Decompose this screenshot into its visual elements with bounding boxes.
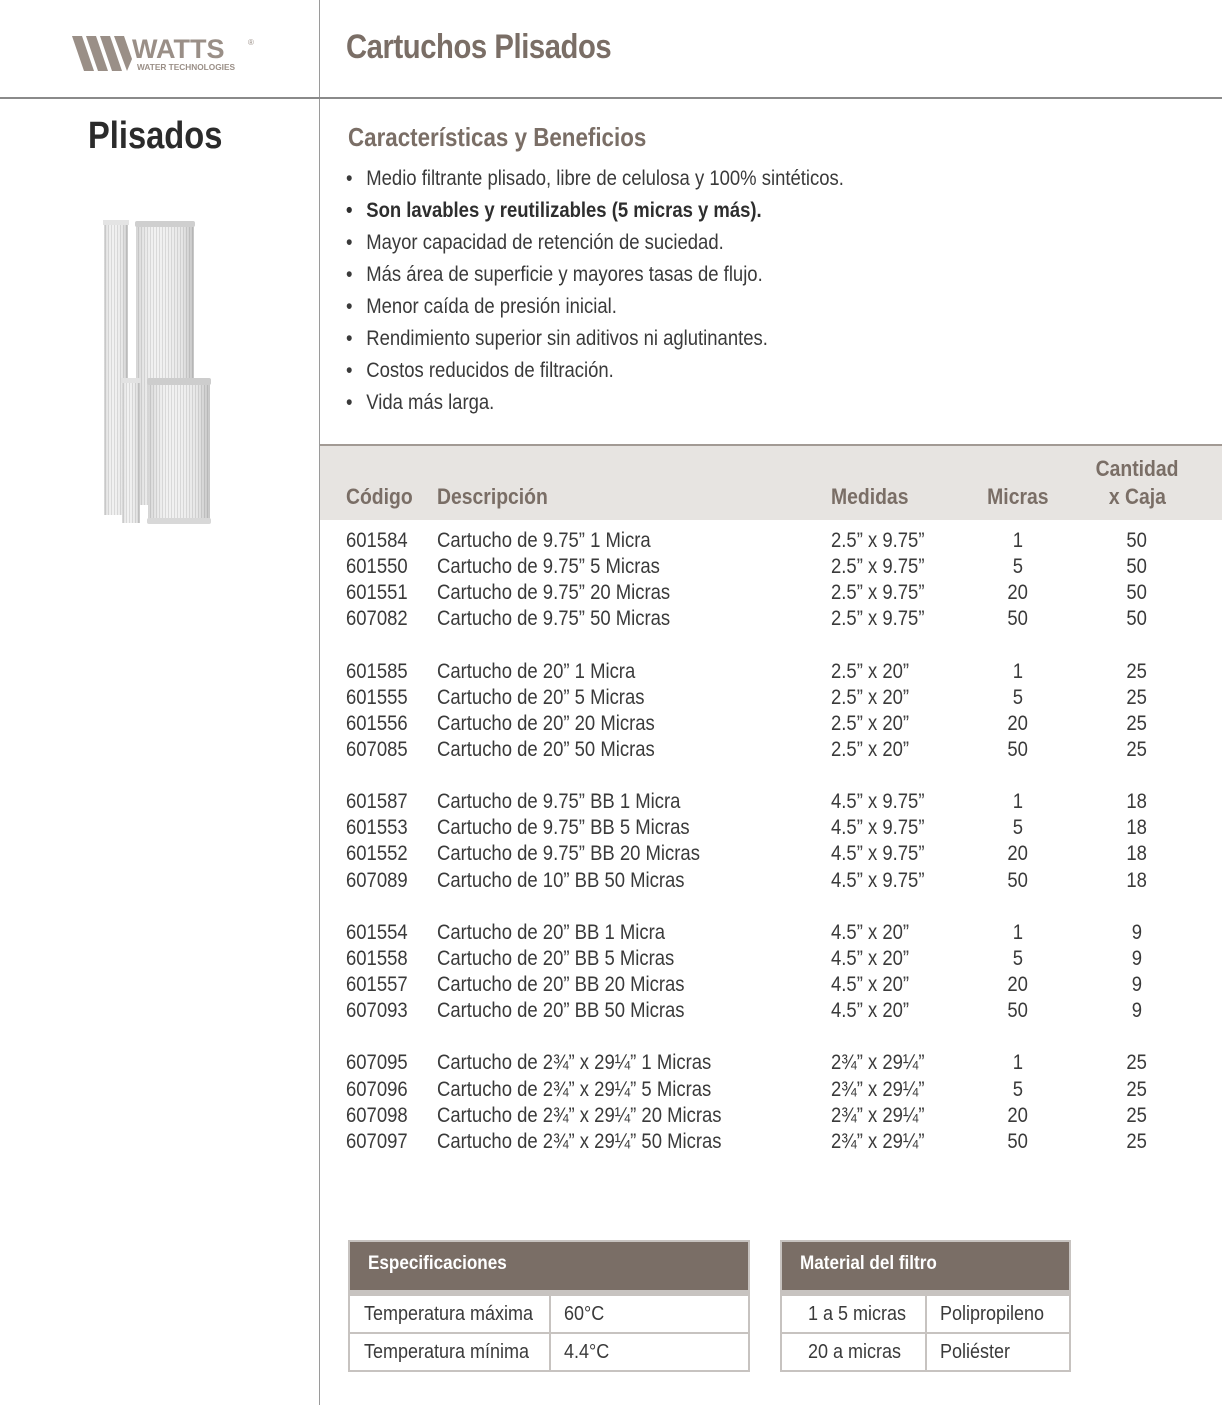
cell-qty: 25 xyxy=(1126,711,1148,735)
cell-microns: 5 xyxy=(1012,555,1024,579)
cell-microns: 50 xyxy=(1007,607,1029,631)
cell-description: Cartucho de 20” BB 20 Micras xyxy=(437,973,685,996)
cell-qty: 9 xyxy=(1131,920,1143,944)
table-row xyxy=(0,946,1222,972)
cell-qty: 25 xyxy=(1126,1051,1148,1075)
cell-microns: 1 xyxy=(1012,920,1024,944)
cell-description: Cartucho de 9.75” 1 Micra xyxy=(437,529,651,552)
spec-value: 60°C xyxy=(564,1303,605,1325)
cell-size: 4.5” x 20” xyxy=(831,920,910,944)
header-divider xyxy=(0,97,1222,99)
cell-description: Cartucho de 2¾” x 29¼” 20 Micras xyxy=(437,1103,722,1127)
cell-qty: 18 xyxy=(1126,868,1148,892)
cell-description: Cartucho de 20” 5 Micras xyxy=(437,685,645,709)
cell-code: 601585 xyxy=(346,659,408,683)
material-type: Poliéster xyxy=(940,1341,1011,1363)
cell-description: Cartucho de 2¾” x 29¼” 1 Micras xyxy=(437,1051,712,1075)
cell-size: 4.5” x 20” xyxy=(831,973,910,996)
table-row xyxy=(0,815,1222,841)
brand-tagline: WATER TECHNOLOGIES xyxy=(137,62,236,72)
cell-microns: 50 xyxy=(1007,1129,1029,1153)
cell-qty: 9 xyxy=(1131,946,1143,970)
cell-description: Cartucho de 20” 20 Micras xyxy=(437,711,655,735)
spec-row xyxy=(350,1332,748,1370)
feature-item: • Mayor capacidad de retención de suciedad. xyxy=(346,231,724,254)
cell-size: 2¾” x 29¼” xyxy=(831,1129,925,1153)
cell-code: 601587 xyxy=(346,790,408,814)
cell-code: 601554 xyxy=(346,920,408,944)
cell-code: 607089 xyxy=(346,868,408,892)
section-title: Plisados xyxy=(88,115,223,157)
header-code: Código xyxy=(346,484,413,509)
table-row xyxy=(0,841,1222,867)
cell-size: 2.5” x 9.75” xyxy=(831,529,925,552)
svg-text:®: ® xyxy=(248,38,254,47)
cell-size: 2.5” x 20” xyxy=(831,711,910,735)
cell-qty: 25 xyxy=(1126,1077,1148,1101)
cell-size: 2¾” x 29¼” xyxy=(831,1103,925,1127)
feature-item: • Son lavables y reutilizables (5 micras y más). xyxy=(346,199,762,222)
cell-description: Cartucho de 20” 1 Micra xyxy=(437,659,636,683)
filter-material-title: Material del filtro xyxy=(782,1242,1069,1294)
table-row xyxy=(0,554,1222,580)
cell-size: 4.5” x 9.75” xyxy=(831,816,925,840)
cell-microns: 50 xyxy=(1007,737,1029,761)
page-title: Cartuchos Plisados xyxy=(346,28,612,66)
cell-qty: 25 xyxy=(1126,659,1148,683)
cell-description: Cartucho de 9.75” 50 Micras xyxy=(437,607,671,631)
cell-description: Cartucho de 2¾” x 29¼” 5 Micras xyxy=(437,1077,712,1101)
cell-description: Cartucho de 20” BB 50 Micras xyxy=(437,999,685,1023)
cell-code: 607082 xyxy=(346,607,408,631)
cell-size: 2.5” x 9.75” xyxy=(831,581,925,605)
table-row xyxy=(0,1103,1222,1129)
cell-code: 607097 xyxy=(346,1129,408,1153)
cell-microns: 20 xyxy=(1007,1103,1029,1127)
cell-code: 607085 xyxy=(346,737,408,761)
filter-material-box xyxy=(780,1240,1071,1372)
specifications-box xyxy=(348,1240,750,1372)
cell-qty: 50 xyxy=(1126,607,1148,631)
cell-microns: 50 xyxy=(1007,999,1029,1023)
brand-name: WATTS xyxy=(132,34,225,64)
header-description: Descripción xyxy=(437,484,548,509)
table-row xyxy=(0,1050,1222,1076)
cell-code: 601557 xyxy=(346,973,408,996)
table-row xyxy=(0,528,1222,554)
spec-value: 4.4°C xyxy=(564,1341,610,1363)
cell-qty: 25 xyxy=(1126,1103,1148,1127)
cell-description: Cartucho de 9.75” 20 Micras xyxy=(437,581,671,605)
cell-qty: 25 xyxy=(1126,737,1148,761)
cell-description: Cartucho de 20” 50 Micras xyxy=(437,737,655,761)
cell-code: 607095 xyxy=(346,1051,408,1075)
cell-description: Cartucho de 9.75” 5 Micras xyxy=(437,555,660,579)
cell-description: Cartucho de 9.75” BB 1 Micra xyxy=(437,790,681,814)
cell-qty: 18 xyxy=(1126,816,1148,840)
cell-microns: 50 xyxy=(1007,868,1029,892)
cell-size: 2.5” x 20” xyxy=(831,685,910,709)
cell-size: 2.5” x 20” xyxy=(831,659,910,683)
cell-code: 601550 xyxy=(346,555,408,579)
material-row xyxy=(782,1294,1069,1332)
table-row xyxy=(0,1077,1222,1103)
material-type: Polipropileno xyxy=(940,1303,1045,1325)
material-range: 20 a micras xyxy=(808,1341,902,1363)
header-size: Medidas xyxy=(831,484,909,509)
feature-item: • Vida más larga. xyxy=(346,391,495,414)
cell-size: 2.5” x 9.75” xyxy=(831,555,925,579)
feature-item: • Medio filtrante plisado, libre de celulosa y 100% sintéticos. xyxy=(346,167,844,190)
cell-microns: 5 xyxy=(1012,816,1024,840)
cell-size: 4.5” x 9.75” xyxy=(831,790,925,814)
cell-qty: 9 xyxy=(1131,999,1143,1023)
cell-qty: 18 xyxy=(1126,842,1148,866)
table-row xyxy=(0,868,1222,894)
cell-microns: 5 xyxy=(1012,685,1024,709)
cell-size: 2.5” x 9.75” xyxy=(831,607,925,631)
cell-code: 601553 xyxy=(346,816,408,840)
feature-item: • Costos reducidos de filtración. xyxy=(346,359,614,382)
cell-code: 607096 xyxy=(346,1077,408,1101)
cell-qty: 9 xyxy=(1131,973,1143,996)
table-row xyxy=(0,737,1222,763)
table-row xyxy=(0,972,1222,998)
cell-qty: 25 xyxy=(1126,685,1148,709)
cell-code: 607093 xyxy=(346,999,408,1023)
cell-qty: 18 xyxy=(1126,790,1148,814)
cell-microns: 20 xyxy=(1007,711,1029,735)
spec-row xyxy=(350,1294,748,1332)
spec-label: Temperatura máxima xyxy=(364,1303,534,1325)
cell-code: 601584 xyxy=(346,529,408,552)
cell-size: 4.5” x 20” xyxy=(831,946,910,970)
watts-logo xyxy=(72,33,272,77)
table-row xyxy=(0,606,1222,632)
header-microns: Micras xyxy=(987,484,1049,509)
cell-code: 607098 xyxy=(346,1103,408,1127)
table-row xyxy=(0,789,1222,815)
cell-qty: 50 xyxy=(1126,555,1148,579)
cell-microns: 1 xyxy=(1012,790,1024,814)
cell-code: 601556 xyxy=(346,711,408,735)
cell-description: Cartucho de 20” BB 5 Micras xyxy=(437,946,675,970)
table-row xyxy=(0,1129,1222,1155)
material-row xyxy=(782,1332,1069,1370)
cell-code: 601552 xyxy=(346,842,408,866)
cell-size: 4.5” x 9.75” xyxy=(831,868,925,892)
cell-size: 2.5” x 20” xyxy=(831,737,910,761)
table-row xyxy=(0,685,1222,711)
table-row xyxy=(0,659,1222,685)
cell-microns: 1 xyxy=(1012,1051,1024,1075)
cell-size: 2¾” x 29¼” xyxy=(831,1077,925,1101)
cell-microns: 5 xyxy=(1012,946,1024,970)
feature-item: • Menor caída de presión inicial. xyxy=(346,295,617,318)
cell-microns: 5 xyxy=(1012,1077,1024,1101)
features-heading: Características y Beneficios xyxy=(348,122,647,152)
cell-description: Cartucho de 20” BB 1 Micra xyxy=(437,920,666,944)
cell-size: 4.5” x 9.75” xyxy=(831,842,925,866)
cell-code: 601558 xyxy=(346,946,408,970)
cell-microns: 1 xyxy=(1012,529,1024,552)
table-row xyxy=(0,920,1222,946)
feature-item: • Rendimiento superior sin aditivos ni aglutinantes. xyxy=(346,327,768,350)
cell-description: Cartucho de 9.75” BB 20 Micras xyxy=(437,842,700,866)
header-qty-line2: x Caja xyxy=(1108,484,1166,509)
cell-code: 601551 xyxy=(346,581,408,605)
table-row xyxy=(0,998,1222,1024)
cell-description: Cartucho de 2¾” x 29¼” 50 Micras xyxy=(437,1129,722,1153)
header-qty-line1: Cantidad xyxy=(1095,456,1179,481)
cell-description: Cartucho de 9.75” BB 5 Micras xyxy=(437,816,690,840)
cell-size: 2¾” x 29¼” xyxy=(831,1051,925,1075)
table-row xyxy=(0,711,1222,737)
cell-microns: 1 xyxy=(1012,659,1024,683)
cell-description: Cartucho de 10” BB 50 Micras xyxy=(437,868,685,892)
table-row xyxy=(0,580,1222,606)
cell-qty: 50 xyxy=(1126,529,1148,552)
spec-label: Temperatura mínima xyxy=(364,1341,530,1363)
material-range: 1 a 5 micras xyxy=(808,1303,907,1325)
cell-microns: 20 xyxy=(1007,842,1029,866)
features-list xyxy=(346,165,912,421)
cell-size: 4.5” x 20” xyxy=(831,999,910,1023)
cell-microns: 20 xyxy=(1007,581,1029,605)
cell-code: 601555 xyxy=(346,685,408,709)
cell-qty: 25 xyxy=(1126,1129,1148,1153)
cell-microns: 20 xyxy=(1007,973,1029,996)
cell-qty: 50 xyxy=(1126,581,1148,605)
feature-item: • Más área de superficie y mayores tasas de flujo. xyxy=(346,263,763,286)
specifications-title: Especificaciones xyxy=(350,1242,748,1294)
pleated-cartridges-image xyxy=(96,215,220,527)
